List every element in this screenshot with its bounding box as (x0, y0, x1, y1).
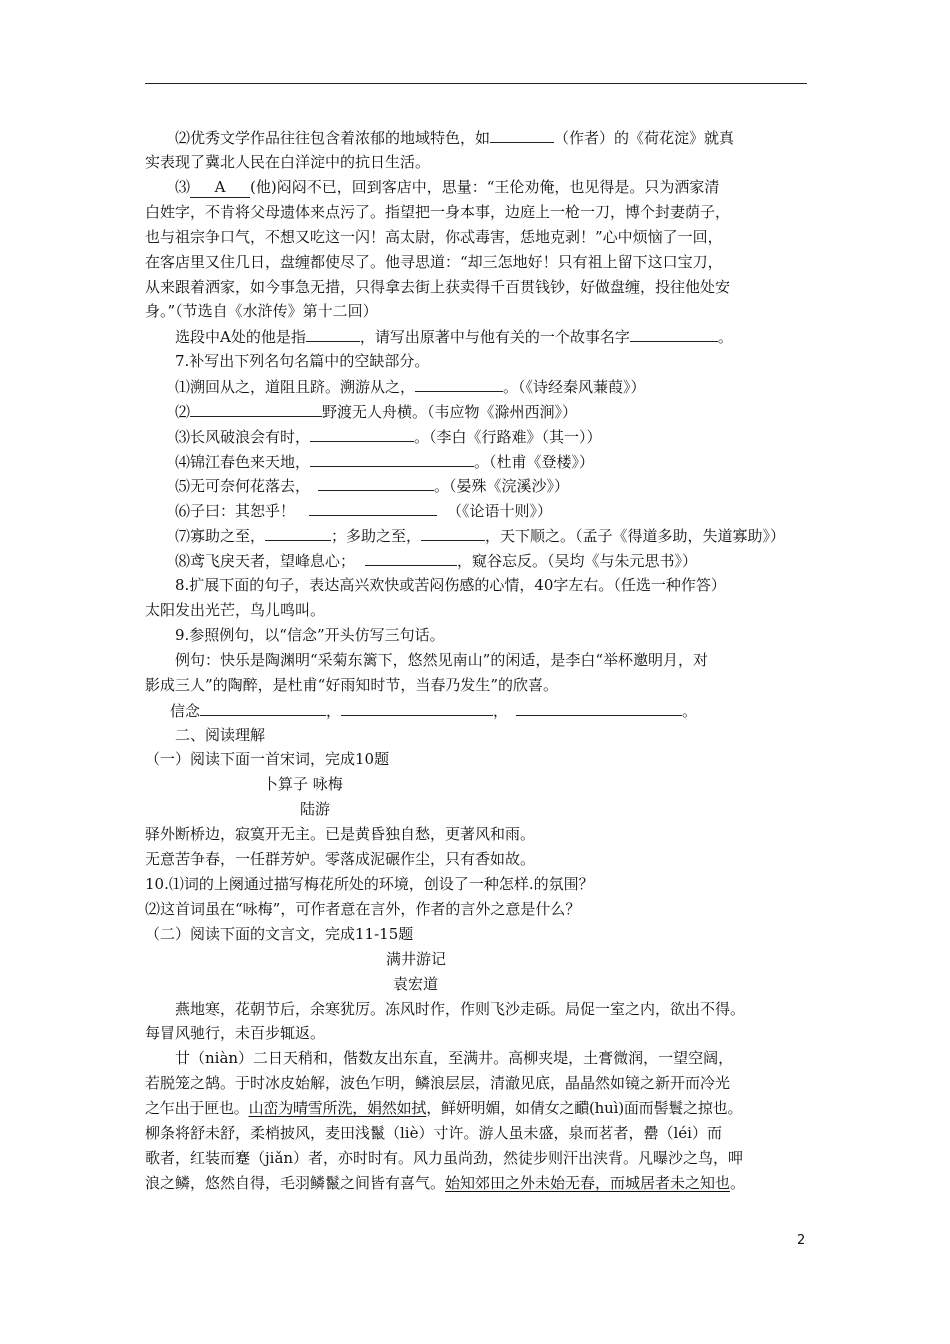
essay-text: 燕地寒，花朝节后，余寒犹厉。冻风时作，作则飞沙走砾。局促一室之内，欲出不得。 (175, 1000, 746, 1018)
q7-item: ⑴溯回从之，道阻且跻。溯游从之， 。（《诗经秦风蒹葭》） (175, 378, 646, 396)
underlined-sentence: 始知郊田之外未始无春，而城居者未之知也 (445, 1174, 731, 1192)
essay-text: 每冒风驰行，未百步辄返。 (145, 1024, 326, 1042)
answer-blank-a: A (190, 177, 250, 198)
q9-title: 9.参照例句，以“信念”开头仿写三句话。 (175, 626, 445, 644)
q7-title: 7.补写出下列名句名篇中的空缺部分。 (175, 352, 430, 370)
q6-p3-text: 身。”（节选自《水浒传》第十二回） (145, 302, 378, 320)
answer-blank[interactable] (306, 326, 360, 342)
answer-blank[interactable] (341, 700, 493, 716)
answer-blank[interactable] (310, 451, 474, 467)
essay-author: 袁宏道 (393, 975, 439, 993)
q6-p3-question: 选段中A处的他是指 ，请写出原著中与他有关的一个故事名字 。 (175, 328, 733, 346)
section-title: 二、阅读理解 (175, 726, 266, 744)
answer-blank[interactable] (190, 401, 322, 417)
q10-part1: 10.⑴词的上阕通过描写梅花所处的环境，创设了一种怎样.的氛围？ (145, 875, 594, 893)
essay-title: 满井游记 (386, 950, 447, 968)
answer-blank[interactable] (415, 376, 503, 392)
poem-line: 驿外断桥边，寂寞开无主。已是黄昏独自愁，更著风和雨。 (145, 825, 536, 843)
q7-item: ⑷锦江春色来天地， 。（杜甫《登楼》） (175, 453, 595, 471)
underlined-sentence: 山峦为晴雪所洗，娟然如拭 (248, 1099, 427, 1117)
answer-blank[interactable] (318, 475, 434, 491)
q9-example: 例句：快乐是陶渊明“采菊东篱下，悠然见南山”的闲适，是李白“举杯邀明月，对 (175, 651, 709, 669)
q7-item: ⑵ 野渡无人舟横。（韦应物《滁州西涧》） (175, 403, 578, 421)
q9-example: 影成三人”的陶醉，是杜甫“好雨知时节，当春乃发生”的欣喜。 (145, 676, 559, 694)
answer-blank[interactable] (265, 525, 331, 541)
page-number: 2 (797, 1233, 806, 1248)
q10-part2: ⑵这首词虽在“咏梅”，可作者意在言外，作者的言外之意是什么？ (145, 900, 581, 918)
answer-blank[interactable] (365, 550, 457, 566)
q6-p3-text: 白姓字，不肯将父母遗体来点污了。指望把一身本事，边庭上一枪一刀，博个封妻荫子， (145, 203, 731, 221)
answer-blank[interactable] (630, 326, 718, 342)
q6-p3-text: 也与祖宗争口气，不想又吃这一闪！高太尉，你忒毒害，恁地克剥！”心中烦恼了一回， (145, 228, 723, 246)
answer-blank[interactable] (516, 700, 682, 716)
essay-text: 若脱笼之鹄。于时冰皮始解，波色乍明，鳞浪层层，清澈见底，晶晶然如镜之新开而冷光 (145, 1074, 731, 1092)
header-rule (145, 83, 807, 84)
q8-sentence: 太阳发出光芒，鸟儿鸣叫。 (145, 601, 326, 619)
essay-text: 柳条将舒未舒，柔梢披风，麦田浅鬣（liè）寸许。游人虽未盛，泉而茗者，罍（léi）而 (145, 1124, 722, 1142)
q7-item: ⑹子曰：其恕乎！ （《论语十则》） (175, 502, 553, 520)
q6-p2-line2: 实表现了冀北人民在白洋淀中的抗日生活。 (145, 153, 431, 171)
essay-text: 之乍出于匣也。山峦为晴雪所洗，娟然如拭，鲜妍明媚，如倩女之靧(huì)面而髻鬟之掠也。 (145, 1099, 743, 1117)
essay-text: 歌者，红装而蹇（jiǎn）者，亦时时有。风力虽尚劲，然徒步则汗出浃背。凡曝沙之鸟，呷 (145, 1149, 744, 1167)
answer-blank[interactable] (309, 500, 437, 516)
poem-author: 陆游 (300, 800, 331, 818)
poem-line: 无意苦争春，一任群芳妒。零落成泥碾作尘，只有香如故。 (145, 850, 536, 868)
poem-title: 卜算子 咏梅 (263, 775, 343, 793)
q7-item: ⑻鸢飞戾天者，望峰息心； ，窥谷忘反。（吴均《与朱元思书》） (175, 552, 698, 570)
answer-blank[interactable] (310, 426, 414, 442)
answer-blank[interactable] (421, 525, 485, 541)
q7-item: ⑸无可奈何花落去， 。（晏殊《浣溪沙》） (175, 477, 570, 495)
answer-blank[interactable] (200, 700, 326, 716)
q8-title: 8.扩展下面的句子，表达高兴欢快或苦闷伤感的心情，40字左右。（任选一种作答） (175, 576, 726, 594)
q7-item: ⑺寡助之至， ；多助之至， ，天下顺之。（孟子《得道多助，失道寡助》） (175, 527, 786, 545)
q6-p2-line1: ⑵优秀文学作品往往包含着浓郁的地域特色，如 （作者）的《荷花淀》就真 (175, 129, 735, 147)
q6-p3-text: 在客店里又住几日，盘缠都使尽了。他寻思道：“却三怎地好！只有祖上留下这口宝刀， (145, 253, 723, 271)
q7-item: ⑶长风破浪会有时， 。（李白《行路难》（其一）） (175, 428, 602, 446)
q6-p3-line1: ⑶ A (他)闷闷不已，回到客店中，思量：“王伦劝俺，也见得是。只为洒家清 (175, 178, 720, 196)
part1-title: （一）阅读下面一首宋词，完成10题 (145, 750, 390, 768)
answer-blank[interactable] (490, 127, 554, 143)
q9-answer-line: 信念 ， ， 。 (170, 702, 698, 720)
essay-text: 浪之鳞，悠然自得，毛羽鳞鬣之间皆有喜气。始知郊田之外未始无春，而城居者未之知也。 (145, 1174, 746, 1192)
essay-text: 廿（niàn）二日天稍和，偕数友出东直，至满井。高柳夹堤，土膏微润，一望空阔， (175, 1049, 734, 1067)
part2-title: （二）阅读下面的文言文，完成11-15题 (145, 925, 414, 943)
q6-p3-text: 从来跟着洒家，如今事急无措，只得拿去街上获卖得千百贯钱钞，好做盘缠，投往他处安 (145, 278, 731, 296)
